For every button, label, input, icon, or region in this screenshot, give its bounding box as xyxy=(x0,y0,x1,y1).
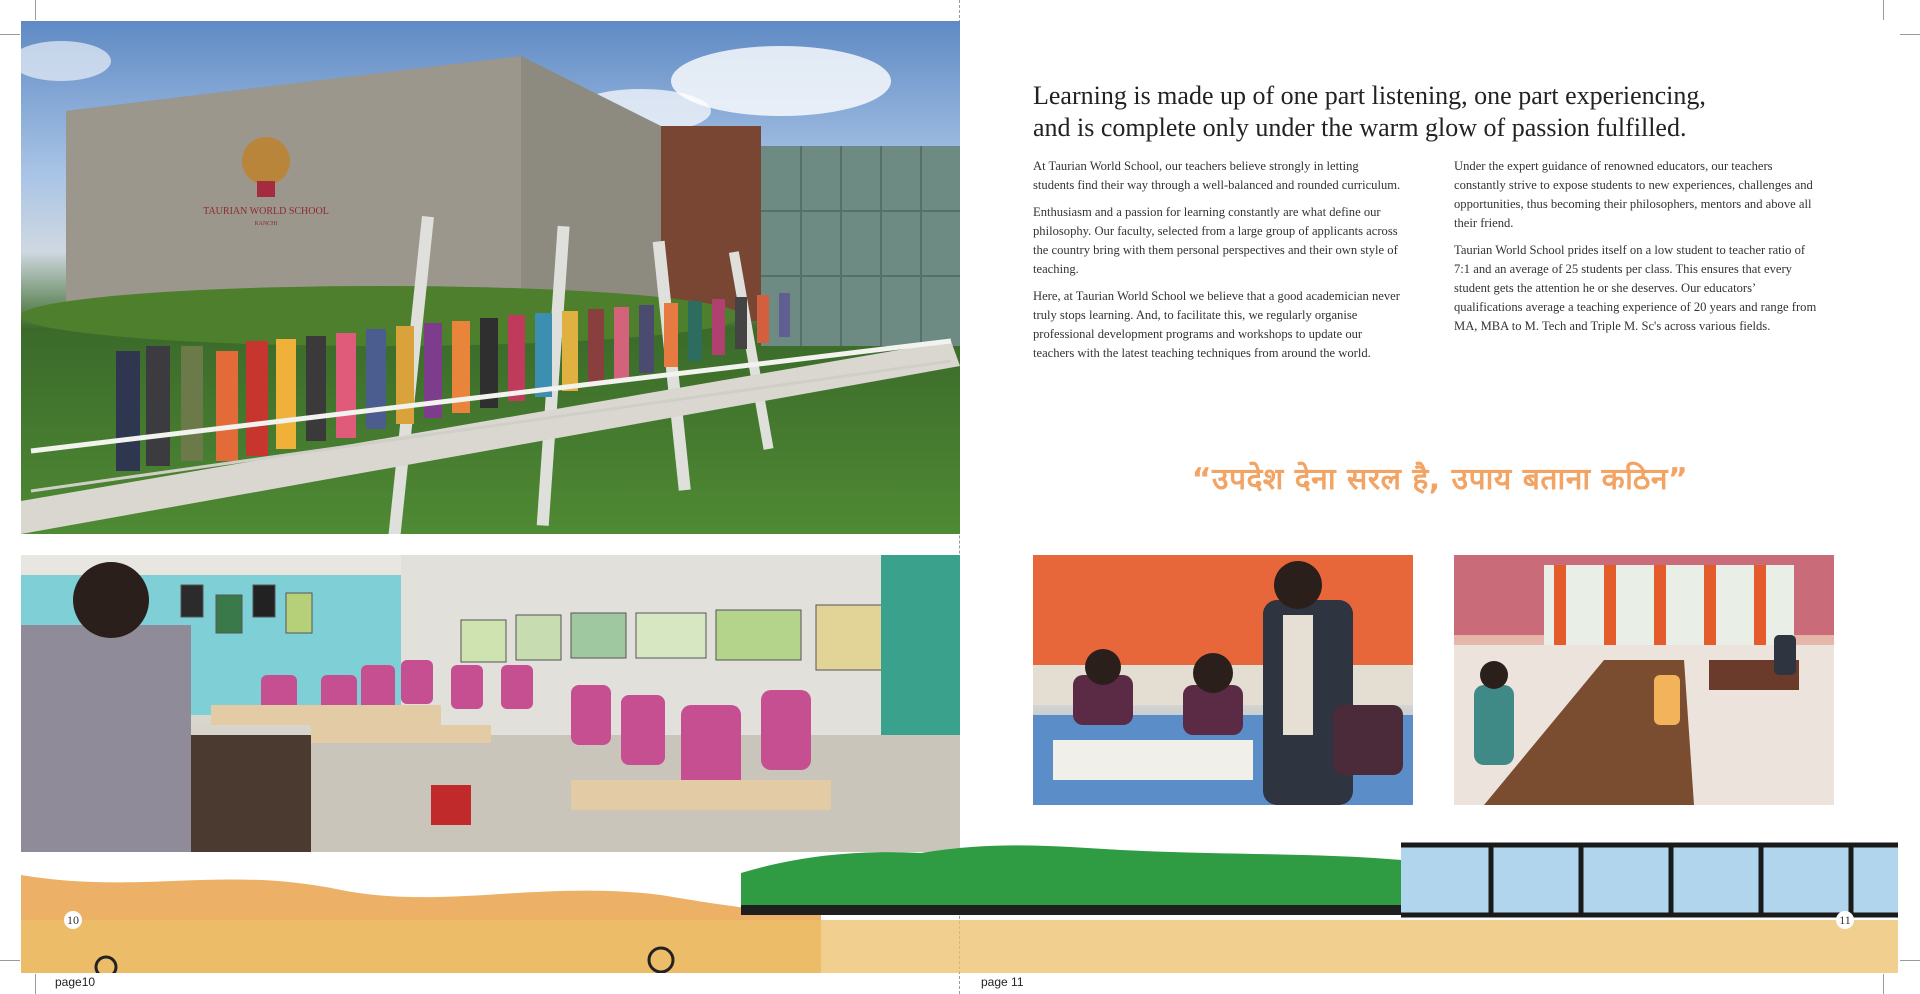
tree-logo-icon xyxy=(242,137,290,185)
crayon-landscape-strip xyxy=(21,835,1898,973)
paragraph: Here, at Taurian World School we believe that a good academician never truly stops learning. And, to facilitate this, we regularly organise professional development programs and workshops to update our teachers with the latest teaching techniques from around the world. xyxy=(1033,289,1400,360)
body-column-left xyxy=(1033,157,1403,371)
hindi-quote: “उपदेश देना सरल है, उपाय बताना कठिन” xyxy=(1191,462,1689,497)
crop-mark xyxy=(1900,960,1920,961)
crop-mark xyxy=(1900,34,1920,35)
school-building-photo xyxy=(21,21,960,534)
paragraph: Taurian World School prides itself on a low student to teacher ratio of 7:1 and an average of 25 students per class. This ensures that every student gets the attention he or she deserves. Our educators’ qualifications average a teaching experience of 20 years and range from MA, MBA to M. Tech and Triple M. Sc's across various fields. xyxy=(1454,243,1817,333)
page-number-left: 10 xyxy=(64,911,82,929)
classroom-photo xyxy=(21,555,960,852)
teacher-children-illustration xyxy=(1033,555,1413,805)
heading-line-1: Learning is made up of one part listening, one part experiencing, xyxy=(1033,81,1706,110)
crop-mark xyxy=(35,974,36,994)
heading-line-2: and is complete only under the warm glow of passion fulfilled. xyxy=(1033,113,1687,142)
footer-left: page10 xyxy=(55,975,96,989)
paragraph: Enthusiasm and a passion for learning constantly are what define our philosophy. Our faculty, selected from a large group of applicants across the country bring with them personal perspectives and their own style of teaching. xyxy=(1033,205,1398,276)
crop-mark xyxy=(0,960,20,961)
crop-mark xyxy=(0,34,20,35)
crop-mark xyxy=(1883,974,1884,994)
body-column-right xyxy=(1454,157,1824,344)
paragraph: Under the expert guidance of renowned educators, our teachers constantly strive to expose students to new experiences, challenges and opportunities, thus becoming their philosophers, mentors and above all their friend. xyxy=(1454,159,1813,230)
spread-heading xyxy=(1033,80,1823,144)
classroom-illustration xyxy=(21,555,960,852)
footer-right: page 11 xyxy=(981,975,1024,989)
page-number-right: 11 xyxy=(1836,911,1854,929)
staff-room-illustration xyxy=(1454,555,1834,805)
school-building-illustration xyxy=(21,21,960,534)
crop-mark xyxy=(1883,0,1884,20)
staff-room-photo xyxy=(1454,555,1834,805)
teacher-with-children-photo xyxy=(1033,555,1413,805)
building-sign-sub: RANCHI xyxy=(254,221,278,227)
paragraph: At Taurian World School, our teachers believe strongly in letting students find their way through a well-balanced and rounded curriculum. xyxy=(1033,159,1401,192)
building-sign: TAURIAN WORLD SCHOOL xyxy=(203,206,329,217)
crop-mark xyxy=(35,0,36,20)
